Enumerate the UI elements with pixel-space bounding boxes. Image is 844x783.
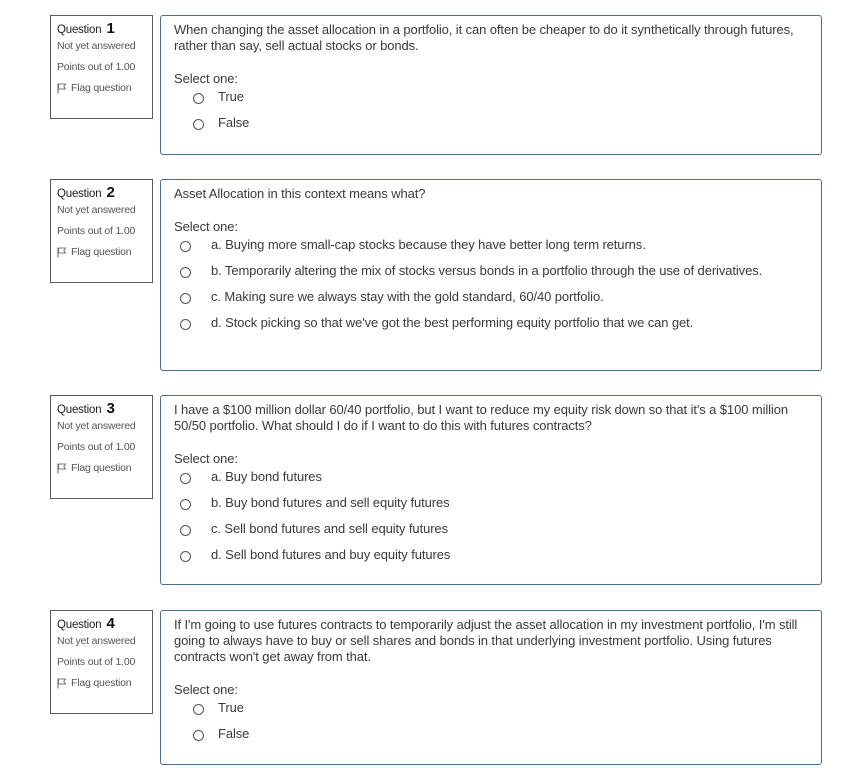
flag-question-label: Flag question [71,677,132,689]
question-points: Points out of 1.00 [57,441,136,453]
answer-option-b[interactable] [174,495,809,521]
select-one-prompt: Select one: [174,71,238,86]
answer-option-a[interactable] [174,469,809,495]
question-state: Not yet answered [57,204,136,216]
answer-option-b[interactable] [174,263,809,289]
question-points: Points out of 1.00 [57,225,136,237]
question-info-3 [50,395,153,499]
question-text: When changing the asset allocation in a portfolio, it can often be cheaper to do it synthetically through futures, rather than say, sell actual stocks or bonds. [174,22,794,53]
question-label: Question [57,24,102,36]
flag-icon [57,463,67,474]
flag-question-label: Flag question [71,462,132,474]
question-state: Not yet answered [57,40,136,52]
answer-option-d[interactable] [174,315,809,341]
question-title [57,400,152,418]
option-label: b. Buy bond futures and sell equity futures [211,495,450,510]
question-label: Question [57,404,102,416]
question-text: Asset Allocation in this context means what? [174,186,426,201]
question-info-2 [50,179,153,283]
radio-button[interactable] [180,525,191,536]
question-number: 1 [106,20,115,37]
select-one-prompt: Select one: [174,219,238,234]
question-points: Points out of 1.00 [57,656,136,668]
question-title [57,615,152,633]
option-label: False [218,726,250,741]
flag-question-button[interactable] [57,677,152,690]
question-label: Question [57,619,102,631]
question-title [57,20,152,38]
option-label: c. Making sure we always stay with the gold standard, 60/40 portfolio. [211,289,604,304]
answer-option-false[interactable] [174,726,809,752]
question-points: Points out of 1.00 [57,61,136,73]
option-label: True [218,89,244,104]
answer-options [174,89,809,141]
option-label: b. Temporarily altering the mix of stocks versus bonds in a portfolio through the use of derivatives. [211,263,763,278]
select-one-prompt: Select one: [174,682,238,697]
option-label: a. Buy bond futures [211,469,322,484]
radio-button[interactable] [193,730,204,741]
option-label: a. Buying more small-cap stocks because they have better long term returns. [211,237,646,252]
answer-option-c[interactable] [174,521,809,547]
answer-option-false[interactable] [174,115,809,141]
radio-button[interactable] [180,293,191,304]
select-one-prompt: Select one: [174,451,238,466]
answer-option-c[interactable] [174,289,809,315]
radio-button[interactable] [193,704,204,715]
flag-question-label: Flag question [71,246,132,258]
answer-option-true[interactable] [174,700,809,726]
question-content-2 [160,179,822,371]
option-label: False [218,115,250,130]
option-label: d. Sell bond futures and buy equity futures [211,547,451,562]
question-content-4 [160,610,822,765]
question-number: 4 [106,615,115,632]
question-number: 3 [106,400,115,417]
flag-question-button[interactable] [57,246,152,259]
radio-button[interactable] [180,473,191,484]
question-number: 2 [106,184,115,201]
radio-button[interactable] [193,119,204,130]
question-title [57,184,152,202]
question-content-3 [160,395,822,585]
option-label: d. Stock picking so that we've got the best performing equity portfolio that we can get. [211,315,694,330]
question-content-1 [160,15,822,155]
answer-options [174,237,809,341]
answer-option-a[interactable] [174,237,809,263]
question-label: Question [57,188,102,200]
option-label: True [218,700,244,715]
flag-question-label: Flag question [71,82,132,94]
flag-question-button[interactable] [57,82,152,95]
option-label: c. Sell bond futures and sell equity futures [211,521,448,536]
question-state: Not yet answered [57,635,136,647]
flag-icon [57,678,67,689]
flag-question-button[interactable] [57,462,152,475]
flag-icon [57,83,67,94]
radio-button[interactable] [180,267,191,278]
answer-option-d[interactable] [174,547,809,573]
answer-options [174,700,809,752]
answer-option-true[interactable] [174,89,809,115]
question-text: I have a $100 million dollar 60/40 portfolio, but I want to reduce my equity risk down so that it's a $100 million 50/50 portfolio. What should I do if I want to do this with futures contracts? [174,402,788,433]
answer-options [174,469,809,573]
radio-button[interactable] [180,241,191,252]
radio-button[interactable] [193,93,204,104]
question-info-1 [50,15,153,119]
radio-button[interactable] [180,319,191,330]
question-state: Not yet answered [57,420,136,432]
radio-button[interactable] [180,499,191,510]
flag-icon [57,247,67,258]
question-text: If I'm going to use futures contracts to temporarily adjust the asset allocation in my investment portfolio, I'm still going to always have to buy or sell shares and bonds in that underlying investment portfolio. Using futures contracts won't get away from that. [174,617,798,664]
question-info-4 [50,610,153,714]
radio-button[interactable] [180,551,191,562]
